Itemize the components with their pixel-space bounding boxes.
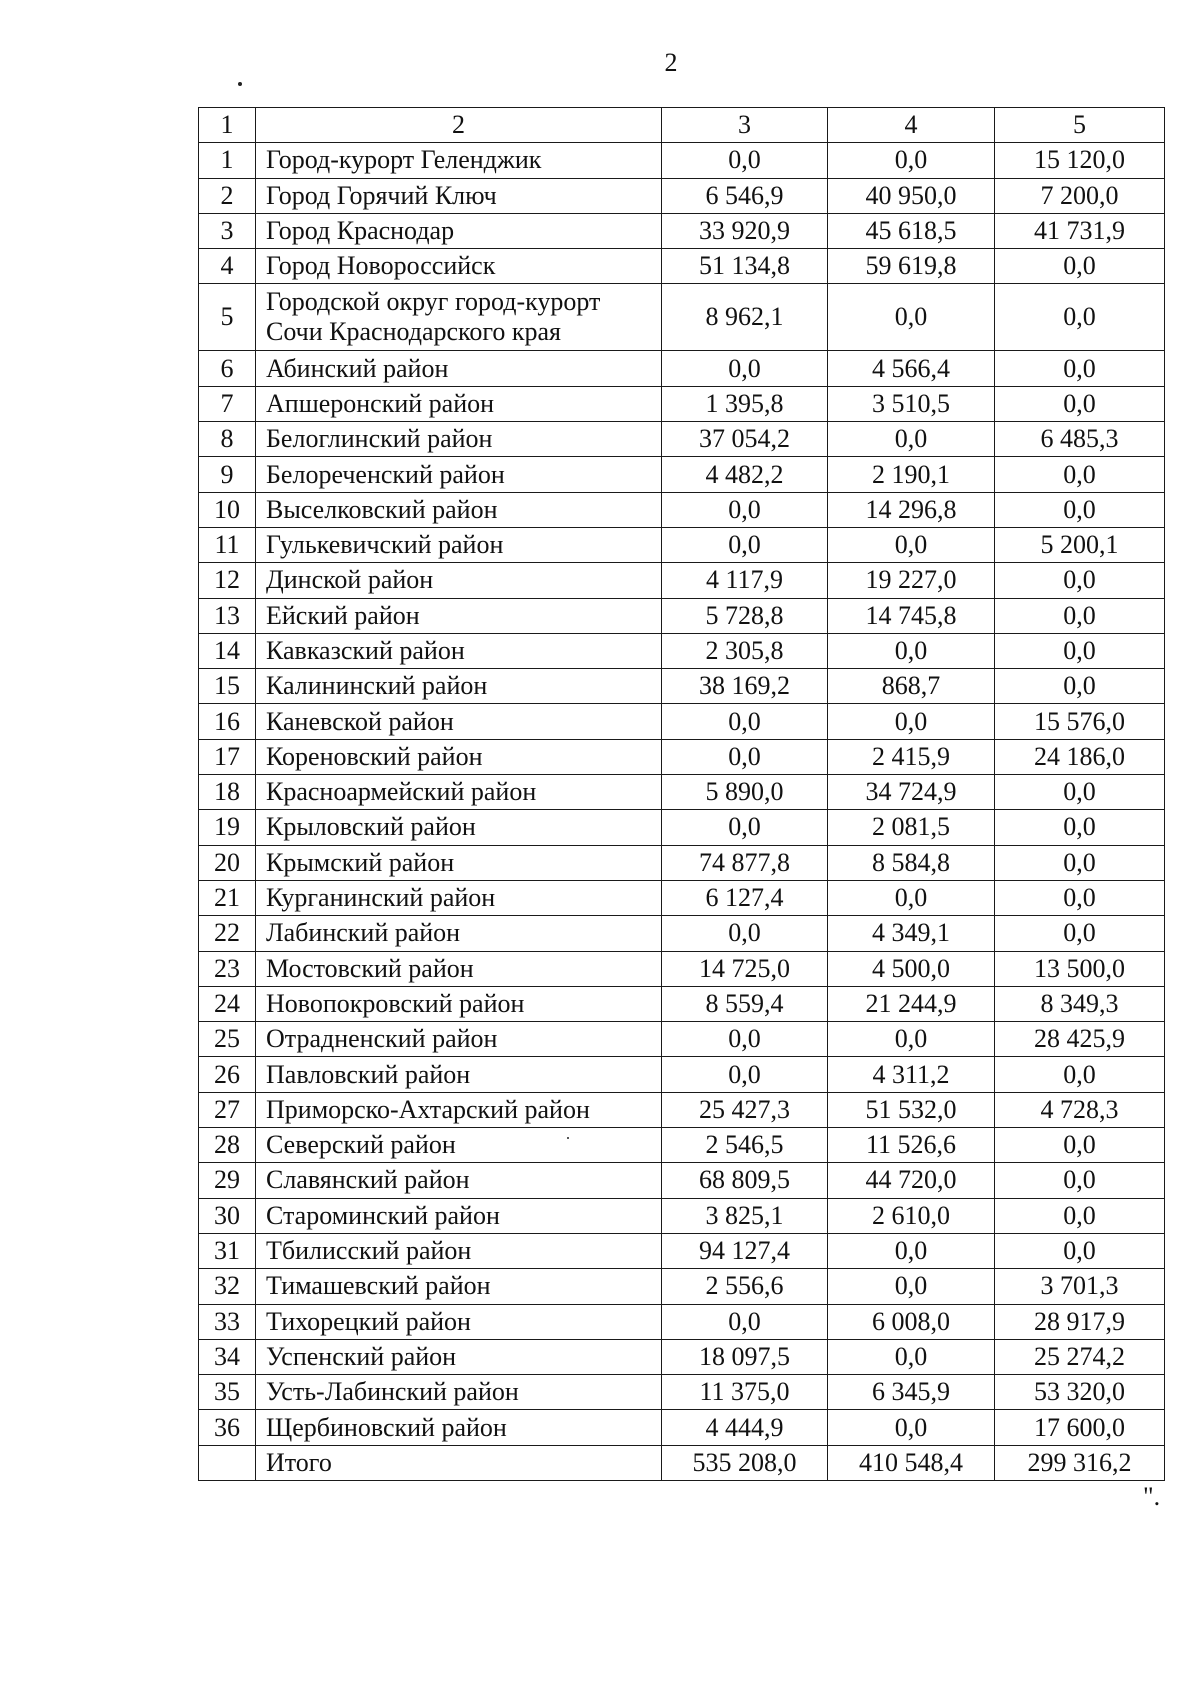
name-cell: Итого bbox=[256, 1445, 662, 1480]
name-cell: Северский район bbox=[256, 1128, 662, 1163]
value-cell: 0,0 bbox=[995, 351, 1165, 386]
name-cell: Город Горячий Ключ bbox=[256, 178, 662, 213]
row-number-cell: 2 bbox=[199, 178, 256, 213]
total-row bbox=[199, 1445, 1165, 1480]
name-cell: Щербиновский район bbox=[256, 1410, 662, 1445]
value-cell: 0,0 bbox=[995, 492, 1165, 527]
value-cell: 8 584,8 bbox=[828, 845, 995, 880]
row-number-cell: 10 bbox=[199, 492, 256, 527]
value-cell: 0,0 bbox=[662, 351, 828, 386]
name-cell: Красноармейский район bbox=[256, 775, 662, 810]
value-cell: 17 600,0 bbox=[995, 1410, 1165, 1445]
value-cell: 2 556,6 bbox=[662, 1269, 828, 1304]
value-cell: 0,0 bbox=[662, 810, 828, 845]
value-cell: 0,0 bbox=[828, 1410, 995, 1445]
table-row bbox=[199, 1339, 1165, 1374]
value-cell: 2 610,0 bbox=[828, 1198, 995, 1233]
row-number-cell bbox=[199, 1445, 256, 1480]
value-cell: 53 320,0 bbox=[995, 1375, 1165, 1410]
table-row bbox=[199, 1375, 1165, 1410]
row-number-cell: 8 bbox=[199, 422, 256, 457]
value-cell: 15 120,0 bbox=[995, 143, 1165, 178]
value-cell: 25 427,3 bbox=[662, 1092, 828, 1127]
value-cell: 8 349,3 bbox=[995, 986, 1165, 1021]
value-cell: 14 725,0 bbox=[662, 951, 828, 986]
value-cell: 11 375,0 bbox=[662, 1375, 828, 1410]
value-cell: 0,0 bbox=[662, 527, 828, 562]
value-cell: 0,0 bbox=[995, 386, 1165, 421]
name-cell: Город Новороссийск bbox=[256, 249, 662, 284]
value-cell: 4 349,1 bbox=[828, 916, 995, 951]
value-cell: 0,0 bbox=[828, 1339, 995, 1374]
value-cell: 3 701,3 bbox=[995, 1269, 1165, 1304]
row-number-cell: 31 bbox=[199, 1233, 256, 1268]
value-cell: 3 825,1 bbox=[662, 1198, 828, 1233]
row-number-cell: 3 bbox=[199, 213, 256, 248]
row-number-cell: 33 bbox=[199, 1304, 256, 1339]
table-row bbox=[199, 739, 1165, 774]
value-cell: 0,0 bbox=[828, 633, 995, 668]
value-cell: 535 208,0 bbox=[662, 1445, 828, 1480]
table-row bbox=[199, 1269, 1165, 1304]
name-cell: Кореновский район bbox=[256, 739, 662, 774]
name-cell: Гулькевичский район bbox=[256, 527, 662, 562]
row-number-cell: 16 bbox=[199, 704, 256, 739]
row-number-cell: 27 bbox=[199, 1092, 256, 1127]
name-cell: Крыловский район bbox=[256, 810, 662, 845]
value-cell: 0,0 bbox=[662, 492, 828, 527]
name-cell: Тбилисский район bbox=[256, 1233, 662, 1268]
value-cell: 0,0 bbox=[995, 880, 1165, 915]
value-cell: 0,0 bbox=[828, 527, 995, 562]
row-number-cell: 35 bbox=[199, 1375, 256, 1410]
value-cell: 13 500,0 bbox=[995, 951, 1165, 986]
value-cell: 15 576,0 bbox=[995, 704, 1165, 739]
table-row bbox=[199, 880, 1165, 915]
value-cell: 40 950,0 bbox=[828, 178, 995, 213]
name-cell: Мостовский район bbox=[256, 951, 662, 986]
value-cell: 0,0 bbox=[995, 669, 1165, 704]
value-cell: 6 345,9 bbox=[828, 1375, 995, 1410]
name-cell: Славянский район bbox=[256, 1163, 662, 1198]
value-cell: 8 962,1 bbox=[662, 284, 828, 351]
row-number-cell: 24 bbox=[199, 986, 256, 1021]
value-cell: 33 920,9 bbox=[662, 213, 828, 248]
row-number-cell: 1 bbox=[199, 143, 256, 178]
value-cell: 0,0 bbox=[995, 284, 1165, 351]
name-cell: Белоглинский район bbox=[256, 422, 662, 457]
value-cell: 4 311,2 bbox=[828, 1057, 995, 1092]
name-cell: Выселковский район bbox=[256, 492, 662, 527]
value-cell: 41 731,9 bbox=[995, 213, 1165, 248]
name-cell: Городской округ город-курорт Сочи Краснодарского края bbox=[256, 284, 662, 351]
value-cell: 4 117,9 bbox=[662, 563, 828, 598]
value-cell: 4 482,2 bbox=[662, 457, 828, 492]
value-cell: 4 728,3 bbox=[995, 1092, 1165, 1127]
table-row bbox=[199, 1233, 1165, 1268]
value-cell: 0,0 bbox=[995, 810, 1165, 845]
value-cell: 19 227,0 bbox=[828, 563, 995, 598]
row-number-cell: 9 bbox=[199, 457, 256, 492]
value-cell: 2 305,8 bbox=[662, 633, 828, 668]
value-cell: 0,0 bbox=[662, 1022, 828, 1057]
table-row bbox=[199, 1022, 1165, 1057]
table-row bbox=[199, 1092, 1165, 1127]
value-cell: 0,0 bbox=[995, 598, 1165, 633]
table-row bbox=[199, 1163, 1165, 1198]
row-number-cell: 34 bbox=[199, 1339, 256, 1374]
name-cell: Калининский район bbox=[256, 669, 662, 704]
table-row bbox=[199, 492, 1165, 527]
table-row bbox=[199, 213, 1165, 248]
table-row bbox=[199, 178, 1165, 213]
name-cell: Приморско-Ахтарский район bbox=[256, 1092, 662, 1127]
name-cell: Тимашевский район bbox=[256, 1269, 662, 1304]
table-row bbox=[199, 598, 1165, 633]
table-row bbox=[199, 249, 1165, 284]
row-number-cell: 6 bbox=[199, 351, 256, 386]
value-cell: 25 274,2 bbox=[995, 1339, 1165, 1374]
row-number-cell: 13 bbox=[199, 598, 256, 633]
value-cell: 0,0 bbox=[995, 775, 1165, 810]
row-number-cell: 22 bbox=[199, 916, 256, 951]
table-row bbox=[199, 916, 1165, 951]
table-row bbox=[199, 422, 1165, 457]
value-cell: 2 190,1 bbox=[828, 457, 995, 492]
value-cell: 51 532,0 bbox=[828, 1092, 995, 1127]
value-cell: 0,0 bbox=[828, 704, 995, 739]
value-cell: 68 809,5 bbox=[662, 1163, 828, 1198]
row-number-cell: 30 bbox=[199, 1198, 256, 1233]
value-cell: 0,0 bbox=[828, 880, 995, 915]
value-cell: 410 548,4 bbox=[828, 1445, 995, 1480]
header-cell: 4 bbox=[828, 108, 995, 143]
header-cell: 1 bbox=[199, 108, 256, 143]
name-cell: Успенский район bbox=[256, 1339, 662, 1374]
name-cell: Белореченский район bbox=[256, 457, 662, 492]
value-cell: 0,0 bbox=[828, 422, 995, 457]
value-cell: 37 054,2 bbox=[662, 422, 828, 457]
value-cell: 2 081,5 bbox=[828, 810, 995, 845]
row-number-cell: 32 bbox=[199, 1269, 256, 1304]
value-cell: 0,0 bbox=[828, 284, 995, 351]
row-number-cell: 18 bbox=[199, 775, 256, 810]
row-number-cell: 14 bbox=[199, 633, 256, 668]
table-row bbox=[199, 1304, 1165, 1339]
table-body bbox=[199, 108, 1165, 1481]
name-cell: Лабинский район bbox=[256, 916, 662, 951]
value-cell: 0,0 bbox=[995, 1233, 1165, 1268]
table-row bbox=[199, 704, 1165, 739]
value-cell: 34 724,9 bbox=[828, 775, 995, 810]
table-row bbox=[199, 1128, 1165, 1163]
value-cell: 28 425,9 bbox=[995, 1022, 1165, 1057]
name-cell: Крымский район bbox=[256, 845, 662, 880]
name-cell: Староминский район bbox=[256, 1198, 662, 1233]
value-cell: 3 510,5 bbox=[828, 386, 995, 421]
value-cell: 94 127,4 bbox=[662, 1233, 828, 1268]
value-cell: 868,7 bbox=[828, 669, 995, 704]
name-cell: Город Краснодар bbox=[256, 213, 662, 248]
row-number-cell: 36 bbox=[199, 1410, 256, 1445]
row-number-cell: 11 bbox=[199, 527, 256, 562]
value-cell: 59 619,8 bbox=[828, 249, 995, 284]
value-cell: 51 134,8 bbox=[662, 249, 828, 284]
value-cell: 4 500,0 bbox=[828, 951, 995, 986]
name-cell: Абинский район bbox=[256, 351, 662, 386]
value-cell: 18 097,5 bbox=[662, 1339, 828, 1374]
row-number-cell: 23 bbox=[199, 951, 256, 986]
name-cell: Новопокровский район bbox=[256, 986, 662, 1021]
value-cell: 21 244,9 bbox=[828, 986, 995, 1021]
value-cell: 0,0 bbox=[995, 1198, 1165, 1233]
closing-mark: ". bbox=[1143, 1482, 1161, 1511]
header-cell: 3 bbox=[662, 108, 828, 143]
name-cell: Город-курорт Геленджик bbox=[256, 143, 662, 178]
value-cell: 0,0 bbox=[662, 739, 828, 774]
value-cell: 1 395,8 bbox=[662, 386, 828, 421]
value-cell: 28 917,9 bbox=[995, 1304, 1165, 1339]
value-cell: 0,0 bbox=[995, 1128, 1165, 1163]
value-cell: 38 169,2 bbox=[662, 669, 828, 704]
table-row bbox=[199, 351, 1165, 386]
table-row bbox=[199, 284, 1165, 351]
table-row bbox=[199, 810, 1165, 845]
row-number-cell: 20 bbox=[199, 845, 256, 880]
value-cell: 0,0 bbox=[662, 916, 828, 951]
value-cell: 0,0 bbox=[662, 704, 828, 739]
value-cell: 74 877,8 bbox=[662, 845, 828, 880]
name-cell: Тихорецкий район bbox=[256, 1304, 662, 1339]
value-cell: 0,0 bbox=[995, 563, 1165, 598]
value-cell: 0,0 bbox=[995, 633, 1165, 668]
row-number-cell: 7 bbox=[199, 386, 256, 421]
value-cell: 6 485,3 bbox=[995, 422, 1165, 457]
table-row bbox=[199, 1410, 1165, 1445]
header-cell: 5 bbox=[995, 108, 1165, 143]
data-table bbox=[198, 107, 1165, 1481]
name-cell: Усть-Лабинский район bbox=[256, 1375, 662, 1410]
value-cell: 0,0 bbox=[995, 1163, 1165, 1198]
value-cell: 299 316,2 bbox=[995, 1445, 1165, 1480]
row-number-cell: 28 bbox=[199, 1128, 256, 1163]
value-cell: 14 745,8 bbox=[828, 598, 995, 633]
value-cell: 44 720,0 bbox=[828, 1163, 995, 1198]
value-cell: 6 008,0 bbox=[828, 1304, 995, 1339]
value-cell: 0,0 bbox=[995, 916, 1165, 951]
table-row bbox=[199, 143, 1165, 178]
table-row bbox=[199, 669, 1165, 704]
name-cell: Отрадненский район bbox=[256, 1022, 662, 1057]
name-cell: Динской район bbox=[256, 563, 662, 598]
scan-dot bbox=[238, 82, 242, 86]
table-row bbox=[199, 633, 1165, 668]
row-number-cell: 15 bbox=[199, 669, 256, 704]
name-cell: Курганинский район bbox=[256, 880, 662, 915]
page-number: 2 bbox=[664, 48, 678, 77]
table-row bbox=[199, 986, 1165, 1021]
row-number-cell: 26 bbox=[199, 1057, 256, 1092]
name-cell: Апшеронский район bbox=[256, 386, 662, 421]
value-cell: 5 728,8 bbox=[662, 598, 828, 633]
value-cell: 8 559,4 bbox=[662, 986, 828, 1021]
value-cell: 0,0 bbox=[662, 143, 828, 178]
table-row bbox=[199, 775, 1165, 810]
value-cell: 6 546,9 bbox=[662, 178, 828, 213]
value-cell: 4 566,4 bbox=[828, 351, 995, 386]
value-cell: 4 444,9 bbox=[662, 1410, 828, 1445]
value-cell: 24 186,0 bbox=[995, 739, 1165, 774]
table-row bbox=[199, 1198, 1165, 1233]
row-number-cell: 5 bbox=[199, 284, 256, 351]
row-number-cell: 25 bbox=[199, 1022, 256, 1057]
row-number-cell: 21 bbox=[199, 880, 256, 915]
header-cell: 2 bbox=[256, 108, 662, 143]
value-cell: 0,0 bbox=[828, 1269, 995, 1304]
row-number-cell: 12 bbox=[199, 563, 256, 598]
name-cell: Ейский район bbox=[256, 598, 662, 633]
value-cell: 0,0 bbox=[995, 845, 1165, 880]
row-number-cell: 19 bbox=[199, 810, 256, 845]
table-row bbox=[199, 1057, 1165, 1092]
value-cell: 5 890,0 bbox=[662, 775, 828, 810]
value-cell: 2 546,5 bbox=[662, 1128, 828, 1163]
name-cell: Павловский район bbox=[256, 1057, 662, 1092]
name-cell: Кавказский район bbox=[256, 633, 662, 668]
value-cell: 0,0 bbox=[662, 1057, 828, 1092]
table-row bbox=[199, 457, 1165, 492]
value-cell: 2 415,9 bbox=[828, 739, 995, 774]
value-cell: 45 618,5 bbox=[828, 213, 995, 248]
value-cell: 0,0 bbox=[828, 143, 995, 178]
value-cell: 11 526,6 bbox=[828, 1128, 995, 1163]
value-cell: 0,0 bbox=[995, 457, 1165, 492]
value-cell: 0,0 bbox=[828, 1233, 995, 1268]
row-number-cell: 4 bbox=[199, 249, 256, 284]
value-cell: 0,0 bbox=[662, 1304, 828, 1339]
table-row bbox=[199, 527, 1165, 562]
table-row bbox=[199, 386, 1165, 421]
value-cell: 0,0 bbox=[995, 1057, 1165, 1092]
table-row bbox=[199, 951, 1165, 986]
value-cell: 0,0 bbox=[828, 1022, 995, 1057]
value-cell: 14 296,8 bbox=[828, 492, 995, 527]
value-cell: 5 200,1 bbox=[995, 527, 1165, 562]
row-number-cell: 17 bbox=[199, 739, 256, 774]
table-row bbox=[199, 845, 1165, 880]
row-number-cell: 29 bbox=[199, 1163, 256, 1198]
name-cell: Каневской район bbox=[256, 704, 662, 739]
value-cell: 7 200,0 bbox=[995, 178, 1165, 213]
value-cell: 0,0 bbox=[995, 249, 1165, 284]
table-row bbox=[199, 563, 1165, 598]
value-cell: 6 127,4 bbox=[662, 880, 828, 915]
header-row bbox=[199, 108, 1165, 143]
